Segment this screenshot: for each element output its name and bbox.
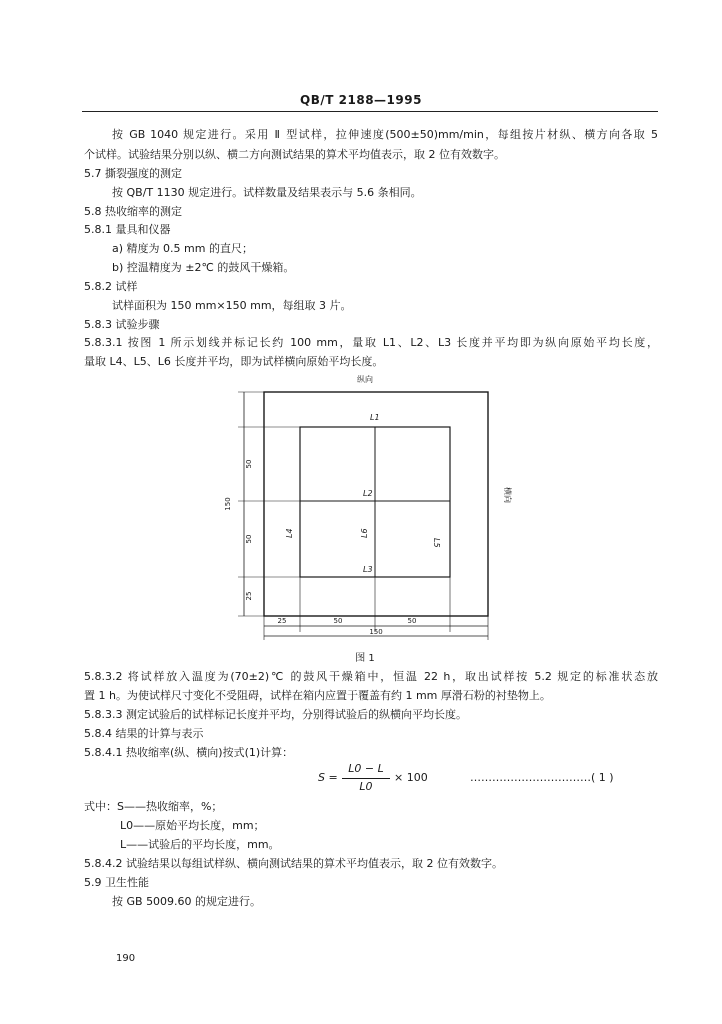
dim-50-upper: 50 [245,459,253,469]
definition-line: L0——原始平均长度，mm； [120,819,265,832]
text-line: 个试样。试验结果分别以纵、横二方向测试结果的算术平均值表示，取 2 位有效数字。 [84,148,505,161]
label-l1: L1 [370,413,380,422]
label-l2: L2 [363,489,373,498]
section-heading: 5.9 卫生性能 [84,876,149,889]
figure-1 [220,370,510,670]
section-heading: 5.8.3 试验步骤 [84,318,160,331]
text-line: a) 精度为 0.5 mm 的直尺； [112,242,253,255]
dim-50-bottom-right: 50 [407,617,417,625]
section-heading: 5.8.2 试样 [84,280,138,293]
section-heading: 5.8.4 结果的计算与表示 [84,727,204,740]
dim-50-lower: 50 [245,534,253,544]
figure-right-label: 横向 [503,487,512,503]
formula-times: × 100 [394,771,428,784]
formula [318,762,678,796]
text-line: 5.8.4.1 热收缩率(纵、横向)按式(1)计算： [84,746,294,759]
dim-150-bottom: 150 [369,628,383,636]
text-line: 5.8.3.1 按图 1 所示划线并标记长约 100 mm，量取 L1、L2、L3 长度并平均即为纵向原始平均长度， [84,336,658,349]
formula-fraction-bar [342,778,390,779]
text-line: 5.8.3.2 将试样放入温度为(70±2)℃ 的鼓风干燥箱中，恒温 22 h，取出试样按 5.2 规定的标准状态放 [84,670,658,683]
figure-top-label: 纵向 [357,375,373,384]
definition-line: L——试验后的平均长度，mm。 [120,838,280,851]
text-line: b) 控温精度为 ±2℃ 的鼓风干燥箱。 [112,261,295,274]
text-line: 按 QB/T 1130 规定进行。试样数量及结果表示与 5.6 条相同。 [112,186,422,199]
label-l3: L3 [363,565,373,574]
dim-25-bottom: 25 [277,617,287,625]
dim-25-vertical: 25 [245,591,253,601]
label-l6: L6 [360,528,369,538]
label-l4: L4 [285,528,294,538]
section-heading: 5.8 热收缩率的测定 [84,205,182,218]
definition-line: 式中：S——热收缩率，%； [84,800,223,813]
section-heading: 5.8.1 量具和仪器 [84,223,171,236]
text-line: 按 GB 5009.60 的规定进行。 [112,895,262,908]
text-line: 试样面积为 150 mm×150 mm，每组取 3 片。 [112,299,352,312]
figure-caption: 图 1 [355,653,375,664]
formula-numerator: L0 − L [348,762,384,775]
text-line: 5.8.4.2 试验结果以每组试样纵、横向测试结果的算术平均值表示，取 2 位有效数字。 [84,857,503,870]
section-heading: 5.7 撕裂强度的测定 [84,167,182,180]
text-line: 量取 L4、L5、L6 长度并平均，即为试样横向原始平均长度。 [84,355,384,368]
text-line: 按 GB 1040 规定进行。采用 Ⅱ 型试样，拉伸速度(500±50)mm/min，每组按片材纵、横方向各取 5 [112,128,658,141]
label-l5: L5 [432,538,441,548]
formula-denominator: L0 [359,780,373,793]
dim-150-vertical: 150 [224,497,232,511]
dim-50-bottom-left: 50 [333,617,343,625]
page-number: 190 [116,953,136,964]
formula-lhs: S = [318,771,338,784]
formula-number: ……………………………( 1 ) [470,771,614,784]
text-line: 5.8.3.3 测定试验后的试样标记长度并平均，分别得试验后的纵横向平均长度。 [84,708,467,721]
text-line: 置 1 h。为使试样尺寸变化不受阻碍，试样在箱内应置于覆盖有约 1 mm 厚滑石粉的衬垫物上。 [84,689,551,702]
page-header: QB/T 2188—1995 [300,93,422,107]
header-rule [82,111,658,112]
